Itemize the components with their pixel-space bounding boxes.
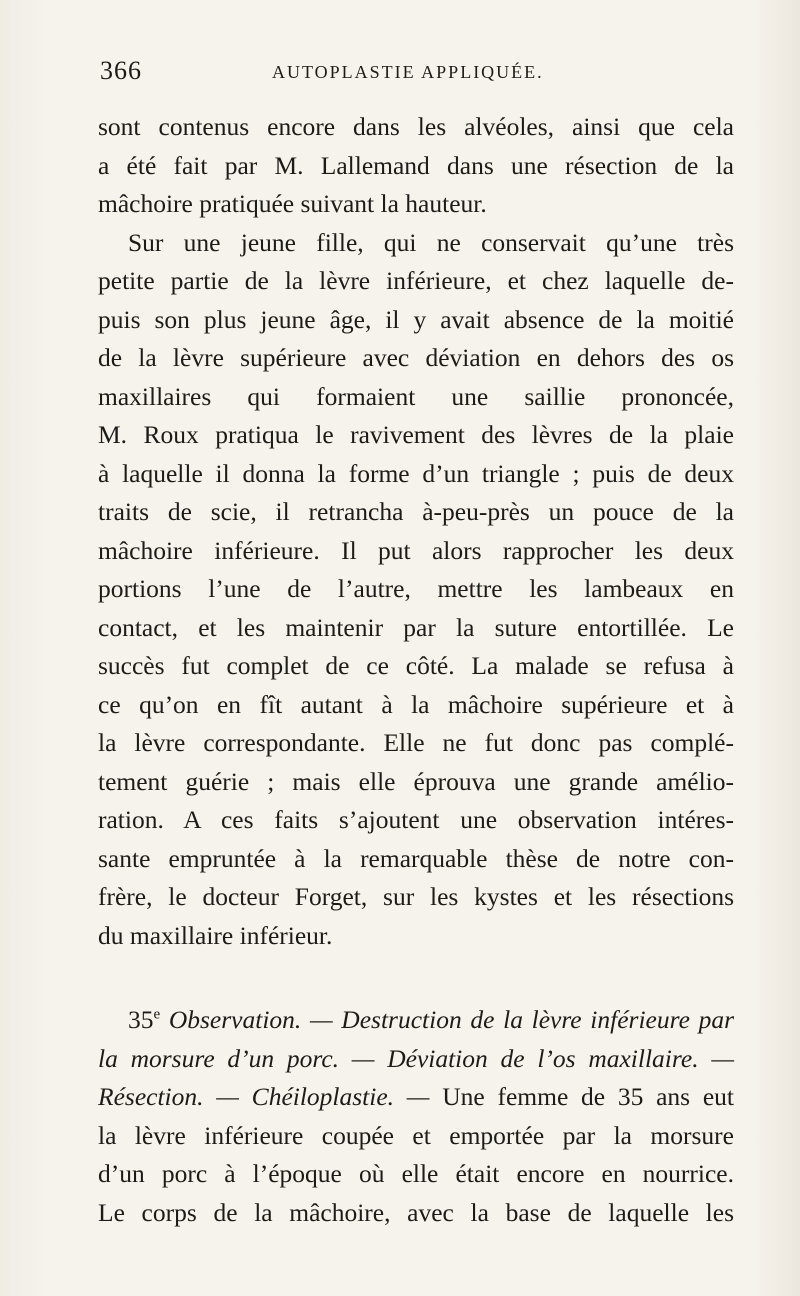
text-line: du maxillaire inférieur. xyxy=(98,920,333,950)
paragraph-roux xyxy=(98,224,734,956)
text-line: de la lèvre supérieure avec déviation en dehors des os xyxy=(98,343,734,372)
observation-title-line: la morsure d’un porc. — Déviation de l’os maxillaire. — xyxy=(98,1043,734,1073)
text-line: contact, et les maintenir par la suture entortillée. Le xyxy=(98,612,734,642)
observation-title: Observation. — Destruction de la lèvre inférieure par xyxy=(168,1005,734,1034)
page-number: 366 xyxy=(100,56,142,85)
text-line: frère, le docteur Forget, sur les kystes et les résections xyxy=(98,882,734,911)
page-header xyxy=(100,56,740,96)
text-line: traits de scie, il retrancha à-peu-près un pouce de la xyxy=(98,497,734,526)
text-line: Sur une jeune fille, qui ne conservait qu’une très xyxy=(128,227,734,257)
text-line: succès fut complet de ce côté. La malade se refusa à xyxy=(98,651,734,680)
text-line: la lèvre inférieure coupée et emportée par la morsure xyxy=(98,1120,734,1150)
text-line: ration. A ces faits s’ajoutent une observation intéres- xyxy=(98,805,734,834)
body-text xyxy=(98,108,734,1232)
text-line: petite partie de la lèvre inférieure, et chez laquelle de- xyxy=(98,266,734,295)
observation-heading-line xyxy=(98,1001,734,1040)
text-line: sante empruntée à la remarquable thèse de notre con- xyxy=(98,843,734,873)
observation-section xyxy=(98,1001,734,1232)
text-line: la lèvre correspondante. Elle ne fut donc pas complé- xyxy=(98,728,734,757)
observation-number-suffix: e xyxy=(153,1006,161,1023)
text-line: mâchoire pratiquée suivant la hauteur. xyxy=(98,189,487,218)
text-line: maxillaires qui formaient une saillie prononcée, xyxy=(98,381,734,411)
running-title: AUTOPLASTIE APPLIQUÉE. xyxy=(272,62,544,82)
text-line: d’un porc à l’époque où elle était encore en nourrice. xyxy=(98,1159,734,1188)
text-line: puis son plus jeune âge, il y avait absence de la moitié xyxy=(98,304,734,334)
paragraph-continued xyxy=(98,108,734,224)
observation-number: 35 xyxy=(128,1005,154,1034)
text-line: sont contenus encore dans les alvéoles, ainsi que cela xyxy=(98,112,734,141)
observation-text-start: Une femme de 35 ans eut xyxy=(429,1082,734,1111)
text-line: M. Roux pratiqua le ravivement des lèvres de la plaie xyxy=(98,420,734,449)
observation-title-line xyxy=(98,1078,734,1117)
text-line: à laquelle il donna la forme d’un triangle ; puis de deux xyxy=(98,458,734,488)
text-line: portions l’une de l’autre, mettre les lambeaux en xyxy=(98,574,734,603)
text-line: Le corps de la mâchoire, avec la base de laquelle les xyxy=(98,1197,734,1227)
section-gap xyxy=(98,955,734,1001)
observation-title-end: Résection. — Chéiloplastie. — xyxy=(98,1082,430,1111)
text-line: ce qu’on en fît autant à la mâchoire supérieure et à xyxy=(98,689,734,719)
text-line: mâchoire inférieure. Il put alors rapprocher les deux xyxy=(98,535,734,565)
text-line: a été fait par M. Lallemand dans une résection de la xyxy=(98,150,734,180)
text-line: tement guérie ; mais elle éprouva une grande amélio- xyxy=(98,766,734,796)
